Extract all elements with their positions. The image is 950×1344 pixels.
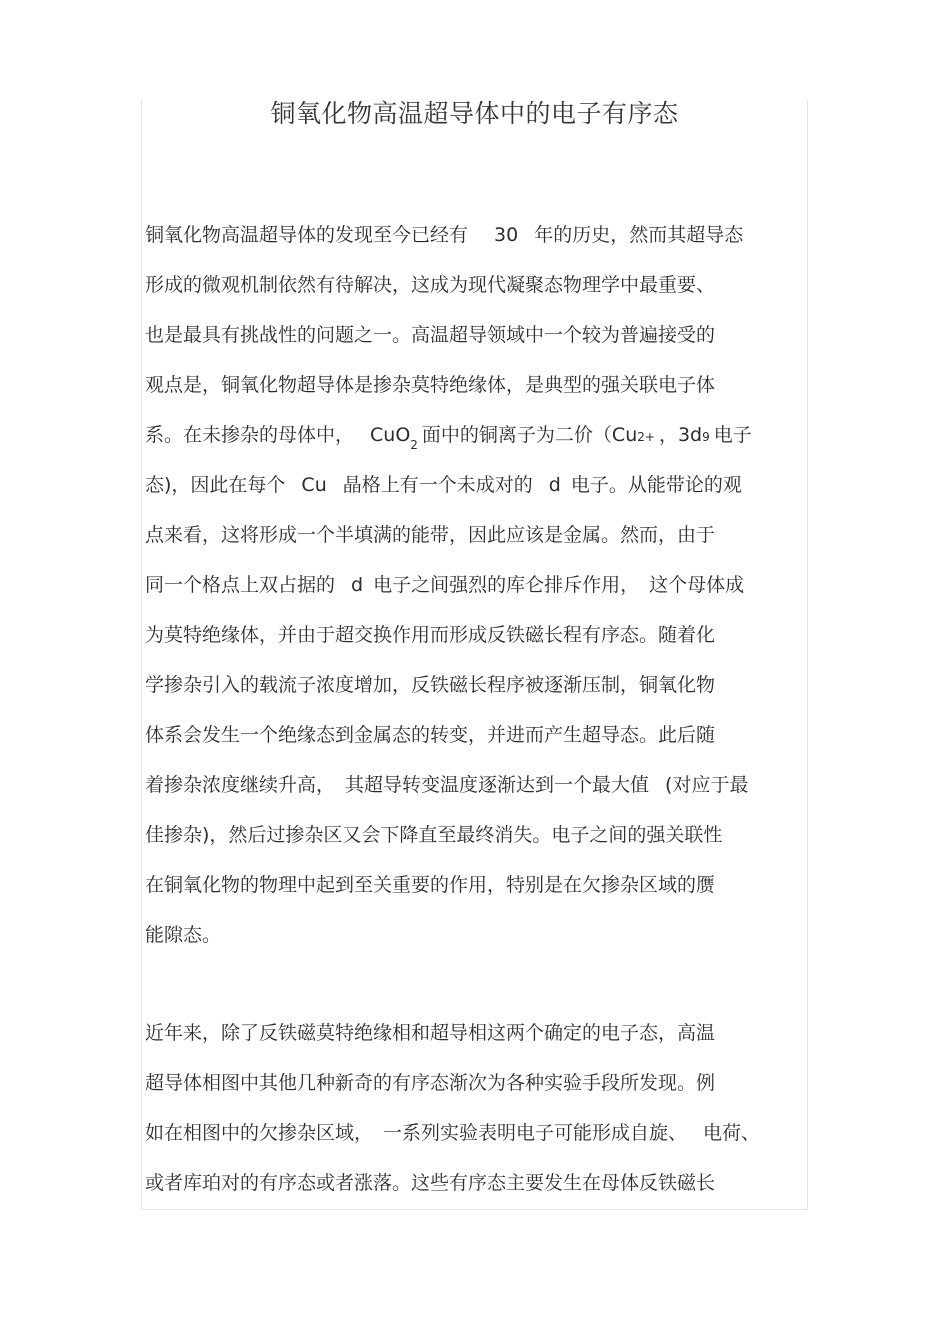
text-line: 能隙态。 [145,924,222,946]
text-line: 也是最具有挑战性的问题之一。高温超导领域中一个较为普遍接受的 [145,324,716,346]
text-line: 为莫特绝缘体，并由于超交换作用而形成反铁磁长程有序态。随着化 [145,624,716,646]
text-line: 如在相图中的欠掺杂区域， 一系列实验表明电子可能形成自旋、 电荷、 [145,1122,761,1144]
text-line: 超导体相图中其他几种新奇的有序态渐次为各种实验手段所发现。例 [145,1072,716,1094]
text-line: 同一个格点上双占据的 d 电子之间强烈的库仑排斥作用， 这个母体成 [145,574,745,596]
text-line: 态)，因此在每个 Cu 晶格上有一个未成对的 d 电子。从能带论的观 [145,474,742,496]
text-line: 佳掺杂)，然后过掺杂区又会下降直至最终消失。电子之间的强关联性 [145,824,723,846]
text-line: 着掺杂浓度继续升高， 其超导转变温度逐渐达到一个最大值 (对应于最 [145,774,749,796]
text-line: 系。在未掺杂的母体中， CuO$_2$ 面中的铜离子为二价（Cu2+ ，3d9 电子 [145,424,752,452]
text-line: 学掺杂引入的载流子浓度增加，反铁磁长程序被逐渐压制，铜氧化物 [145,674,716,696]
text-line: 铜氧化物高温超导体的发现至今已经有 30 年的历史，然而其超导态 [145,224,744,246]
text-line: 形成的微观机制依然有待解决，这成为现代凝聚态物理学中最重要、 [145,274,716,296]
text-line: 在铜氧化物的物理中起到至关重要的作用，特别是在欠掺杂区域的赝 [145,874,716,896]
text-line: 观点是，铜氧化物超导体是掺杂莫特绝缘体，是典型的强关联电子体 [145,374,716,396]
paragraph-1 [145,210,807,960]
text-line: 体系会发生一个绝缘态到金属态的转变，并进而产生超导态。此后随 [145,724,716,746]
text-line: 点来看，这将形成一个半填满的能带，因此应该是金属。然而，由于 [145,524,716,546]
text-line: 或者库珀对的有序态或者涨落。这些有序态主要发生在母体反铁磁长 [145,1172,716,1194]
document-title: 铜氧化物高温超导体中的电子有序态 [270,99,679,128]
paragraph-2 [145,1008,807,1208]
text-line: 近年来，除了反铁磁莫特绝缘相和超导相这两个确定的电子态，高温 [145,1022,716,1044]
